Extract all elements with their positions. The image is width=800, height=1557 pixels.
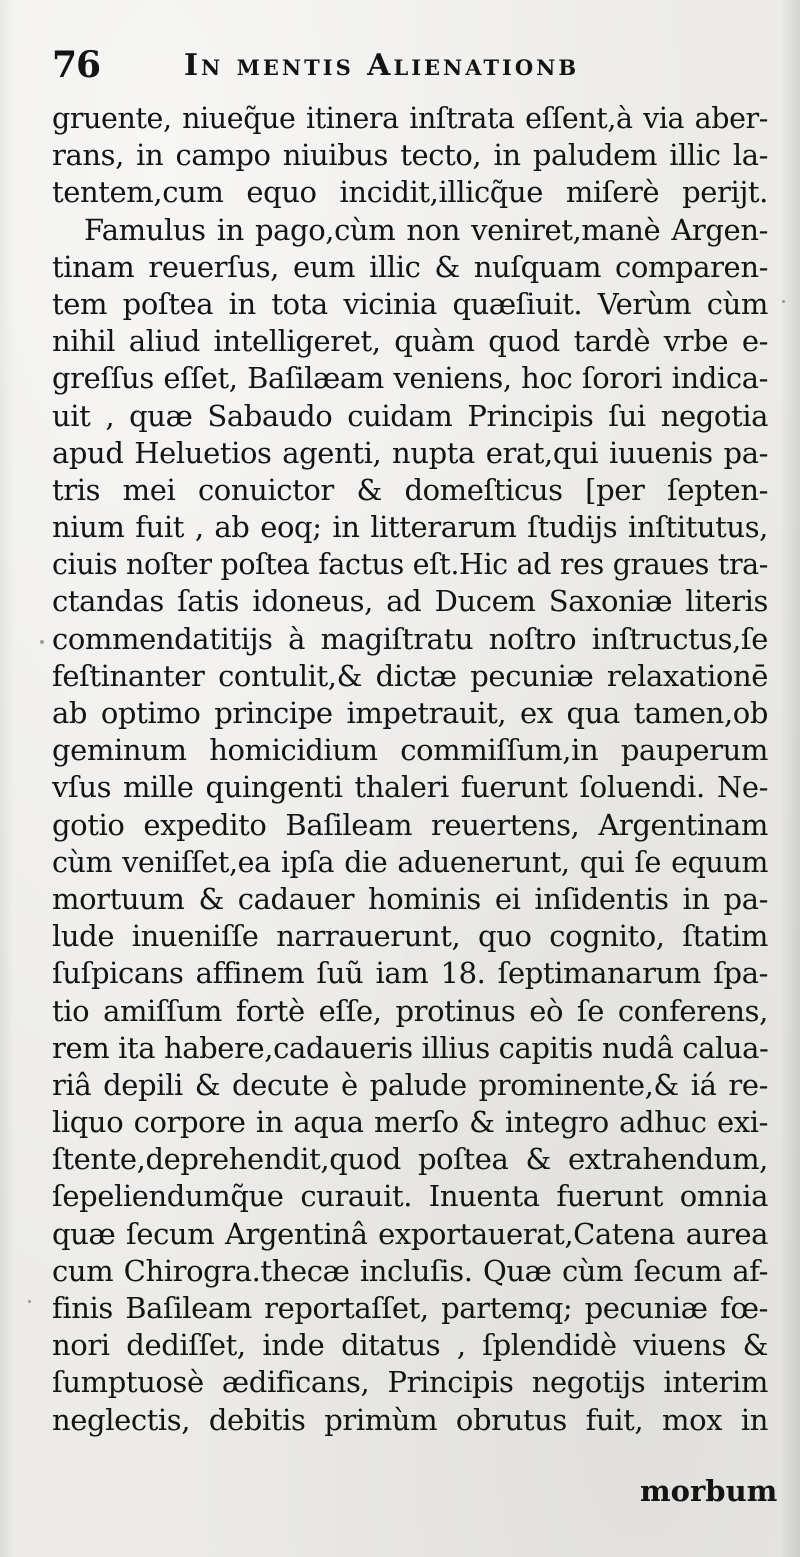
text-line: quæ ſecum Argentinâ exportauerat,Catena aurea xyxy=(52,1216,768,1251)
text-line: gruente, niueq̃ue itinera inſtrata eſſent,à via aber- xyxy=(52,102,768,135)
text-line: ſumptuosè ædificans, Principis negotijs interim xyxy=(52,1365,768,1400)
text-line: tentem,cum equo incidit,illicq̃ue miſerè perijt. xyxy=(52,175,768,210)
page-header xyxy=(52,44,772,92)
text-line: apud Heluetios agenti, nupta erat,qui iuuenis pa- xyxy=(52,435,768,470)
text-line: lude inueniſſe narrauerunt, quo cognito, ſtatim xyxy=(52,919,768,954)
text-line: uit , quæ Sabaudo cuidam Principis ſui negotia xyxy=(52,398,768,433)
text-line: liquo corpore in aqua merſo & integro adhuc exi- xyxy=(52,1105,768,1140)
text-line: ctandas ſatis idoneus, ad Ducem Saxoniæ literis xyxy=(52,584,768,619)
text-line: finis Baſileam reportaſſet, partemq; pecuniæ fœ- xyxy=(52,1291,768,1325)
text-line: geminum homicidium commiſſum,in pauperum xyxy=(52,733,768,768)
text-line: gotio expedito Baſileam reuertens, Argentinam xyxy=(52,807,768,842)
text-line: vſus mille quingenti thaleri fuerunt ſoluendi. Ne- xyxy=(52,770,768,805)
text-line: feſtinanter contulit,& dictæ pecuniæ relaxationē xyxy=(52,658,768,693)
running-head: In mentis Alienationb xyxy=(184,48,580,83)
text-line: ſepeliendumq̃ue curauit. Inuenta fuerunt omnia xyxy=(52,1179,768,1214)
paragraph-start-line: Famulus in pago,cùm non veniret,manè Argen- xyxy=(84,212,768,247)
ink-speck xyxy=(40,640,44,644)
text-line: greſſus eſſet, Baſilæam veniens, hoc ſorori indica- xyxy=(52,361,768,396)
text-line: ſtente,deprehendit,quod poſtea & extrahendum, xyxy=(52,1142,768,1177)
text-line: nori dediſſet, inde ditatus , ſplendidè viuens & xyxy=(52,1328,768,1363)
text-line: cum Chirogra.thecæ incluſis. Quæ cùm ſecum af- xyxy=(52,1253,768,1288)
text-line: commendatitijs à magiſtratu noſtro inſtructus,ſe xyxy=(52,621,768,656)
text-line: neglectis, debitis primùm obrutus fuit, mox in xyxy=(52,1402,768,1437)
text-line: ab optimo principe impetrauit, ex qua tamen,ob xyxy=(52,696,768,730)
ink-speck xyxy=(782,300,785,303)
text-line: nihil aliud intelligeret, quàm quod tardè vrbe e- xyxy=(52,324,768,359)
text-line: tris mei conuictor & domeſticus [per ſepten- xyxy=(52,472,768,507)
text-line: rem ita habere,cadaueris illius capitis nudâ calua- xyxy=(52,1030,769,1065)
text-line: tem poſtea in tota vicinia quæſiuit. Verùm cùm xyxy=(52,286,768,321)
body-text xyxy=(52,100,768,1439)
text-line: nium fuit , ab eoq; in litterarum ſtudijs inſtitutus, xyxy=(52,510,768,545)
page-number: 76 xyxy=(52,44,101,86)
text-line: rans, in campo niuibus tecto, in paludem illic la- xyxy=(52,138,768,173)
text-line: cùm veniſſet,ea ipſa die aduenerunt, qui ſe equum xyxy=(52,845,768,879)
text-line: riâ depili & decute è palude prominente,& iá re- xyxy=(52,1067,768,1102)
text-line: tio amiſſum fortè eſſe, protinus eò ſe conferens, xyxy=(52,993,768,1028)
catchword: morbum xyxy=(640,1474,778,1508)
text-line: ciuis noſter poſtea factus eſt.Hic ad res graues tra- xyxy=(52,548,768,582)
text-line: tinam reuerſus, eum illic & nuſquam comparen- xyxy=(52,249,768,284)
ink-speck xyxy=(28,1300,31,1303)
text-line: ſuſpicans affinem ſuũ iam 18. ſeptimanarum ſpa- xyxy=(52,956,768,991)
text-line: mortuum & cadauer hominis ei inſidentis in pa- xyxy=(52,881,768,916)
